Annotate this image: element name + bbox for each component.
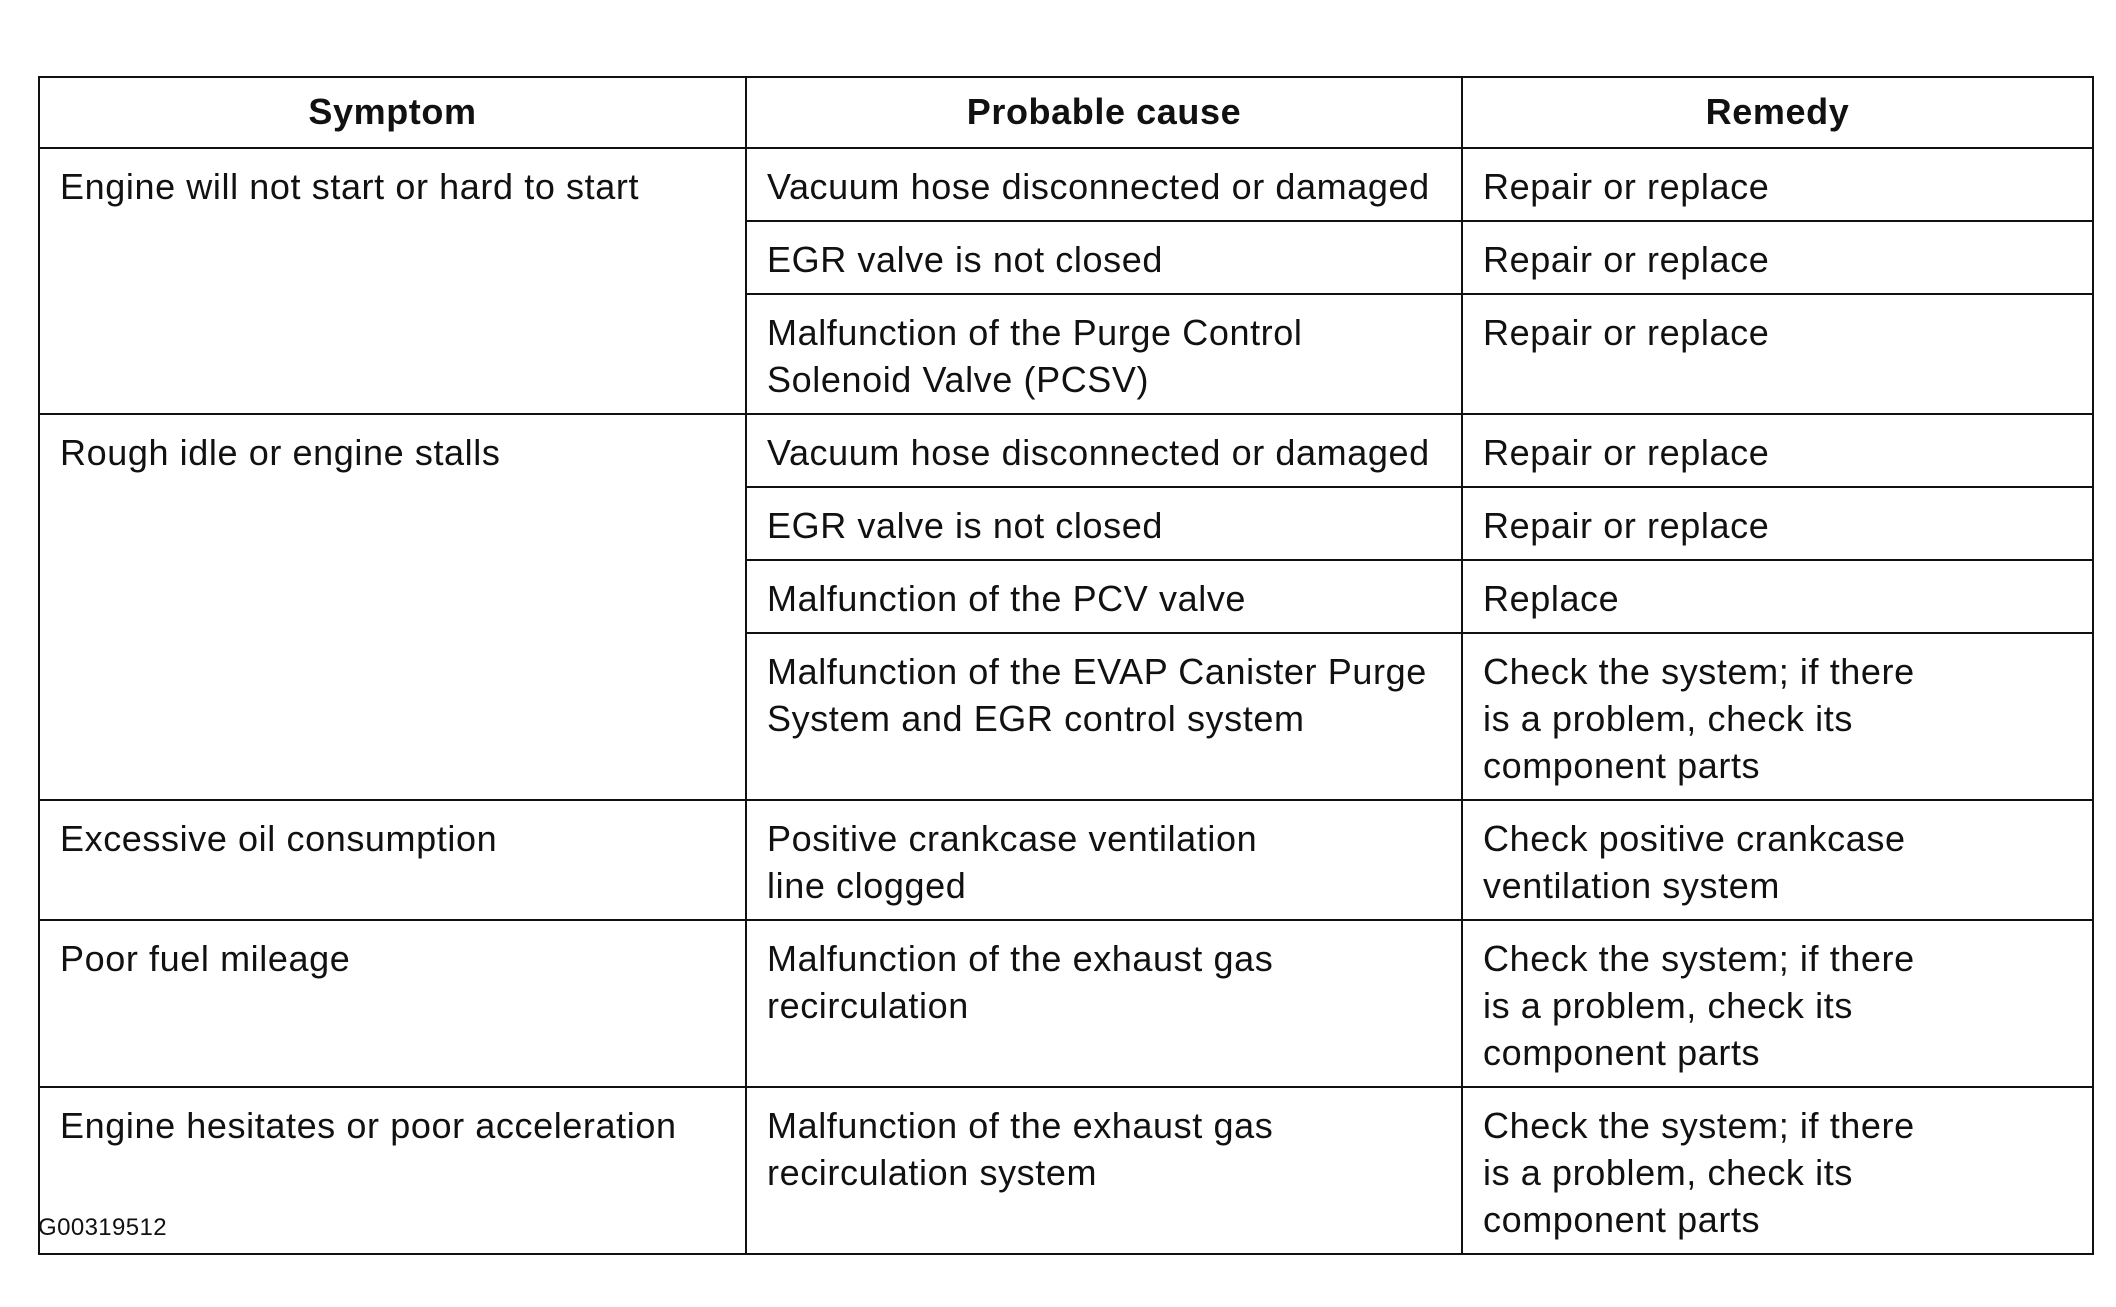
- probable-cause-line: Solenoid Valve (PCSV): [767, 359, 1150, 400]
- remedy-line: is a problem, check its: [1483, 985, 1853, 1026]
- probable-cause-line: recirculation: [767, 985, 969, 1026]
- remedy-line: is a problem, check its: [1483, 1152, 1853, 1193]
- probable-cause-line: EGR valve is not closed: [767, 239, 1163, 280]
- remedy-line: Repair or replace: [1483, 166, 1770, 207]
- remedy-cell: [1462, 1087, 2093, 1254]
- probable-cause-line: EGR valve is not closed: [767, 505, 1163, 546]
- remedy-line: Check positive crankcase: [1483, 818, 1906, 859]
- table-header-row: [39, 77, 2093, 148]
- probable-cause-line: Malfunction of the PCV valve: [767, 578, 1247, 619]
- probable-cause-line: Vacuum hose disconnected or damaged: [767, 166, 1430, 207]
- probable-cause-cell: [746, 294, 1462, 414]
- remedy-cell: [1462, 487, 2093, 560]
- table-row: [39, 920, 2093, 1087]
- remedy-line: ventilation system: [1483, 865, 1780, 906]
- remedy-line: Replace: [1483, 578, 1620, 619]
- probable-cause-cell: [746, 1087, 1462, 1254]
- remedy-line: component parts: [1483, 745, 1761, 786]
- figure-id: G00319512: [38, 1214, 168, 1241]
- remedy-line: Check the system; if there: [1483, 1105, 1915, 1146]
- probable-cause-cell: [746, 414, 1462, 487]
- header-probable-cause: Probable cause: [746, 77, 1462, 148]
- table-row: [39, 414, 2093, 487]
- remedy-cell: [1462, 294, 2093, 414]
- probable-cause-cell: [746, 487, 1462, 560]
- remedy-line: Repair or replace: [1483, 239, 1770, 280]
- remedy-cell: [1462, 633, 2093, 800]
- remedy-cell: [1462, 221, 2093, 294]
- troubleshooting-table-container: [38, 76, 2092, 1255]
- probable-cause-cell: [746, 633, 1462, 800]
- probable-cause-cell: [746, 221, 1462, 294]
- remedy-cell: [1462, 560, 2093, 633]
- table-row: [39, 800, 2093, 920]
- probable-cause-line: Malfunction of the EVAP Canister Purge: [767, 651, 1427, 692]
- probable-cause-cell: [746, 148, 1462, 221]
- remedy-line: Check the system; if there: [1483, 938, 1915, 979]
- probable-cause-cell: [746, 920, 1462, 1087]
- header-symptom: Symptom: [39, 77, 746, 148]
- probable-cause-line: Vacuum hose disconnected or damaged: [767, 432, 1430, 473]
- remedy-line: Check the system; if there: [1483, 651, 1915, 692]
- probable-cause-line: Positive crankcase ventilation: [767, 818, 1258, 859]
- remedy-cell: [1462, 920, 2093, 1087]
- remedy-line: component parts: [1483, 1199, 1761, 1240]
- table-row: [39, 148, 2093, 221]
- probable-cause-line: Malfunction of the exhaust gas: [767, 1105, 1274, 1146]
- probable-cause-cell: [746, 560, 1462, 633]
- table-body: [39, 148, 2093, 1254]
- probable-cause-line: recirculation system: [767, 1152, 1098, 1193]
- symptom-cell: Engine hesitates or poor acceleration: [39, 1087, 746, 1254]
- symptom-cell: Engine will not start or hard to start: [39, 148, 746, 414]
- remedy-line: is a problem, check its: [1483, 698, 1853, 739]
- symptom-cell: Poor fuel mileage: [39, 920, 746, 1087]
- remedy-line: Repair or replace: [1483, 505, 1770, 546]
- probable-cause-line: line clogged: [767, 865, 967, 906]
- probable-cause-cell: [746, 800, 1462, 920]
- probable-cause-line: Malfunction of the exhaust gas: [767, 938, 1274, 979]
- probable-cause-line: Malfunction of the Purge Control: [767, 312, 1303, 353]
- remedy-line: Repair or replace: [1483, 432, 1770, 473]
- remedy-cell: [1462, 414, 2093, 487]
- table-row: [39, 1087, 2093, 1254]
- probable-cause-line: System and EGR control system: [767, 698, 1305, 739]
- troubleshooting-table: [38, 76, 2094, 1255]
- remedy-cell: [1462, 148, 2093, 221]
- symptom-cell: Excessive oil consumption: [39, 800, 746, 920]
- remedy-line: component parts: [1483, 1032, 1761, 1073]
- remedy-line: Repair or replace: [1483, 312, 1770, 353]
- remedy-cell: [1462, 800, 2093, 920]
- header-remedy: Remedy: [1462, 77, 2093, 148]
- symptom-cell: Rough idle or engine stalls: [39, 414, 746, 800]
